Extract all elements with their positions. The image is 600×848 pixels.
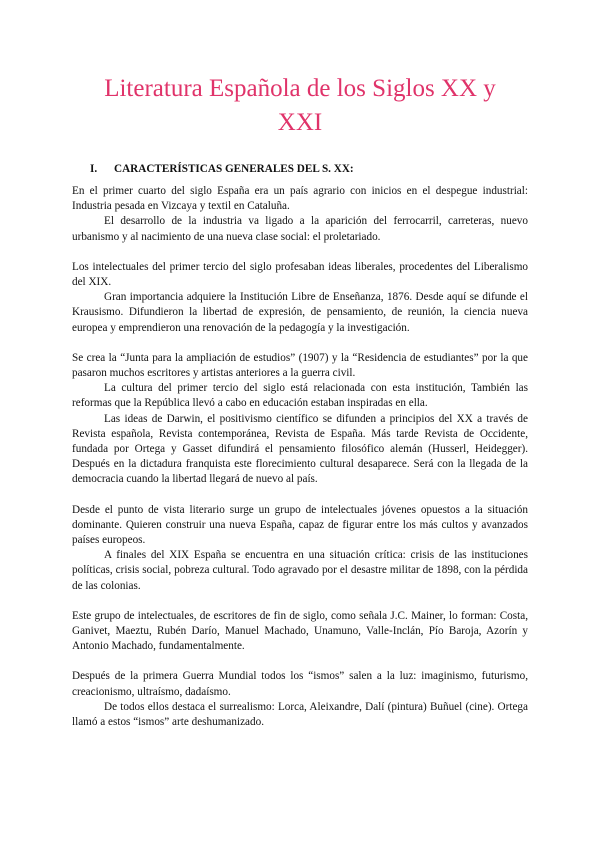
paragraph: La cultura del primer tercio del siglo está relacionada con esta institución, También las reformas que la República llevó a cabo en educación estaban inspiradas en ella.	[72, 382, 528, 410]
paragraph: De todos ellos destaca el surrealismo: Lorca, Aleixandre, Dalí (pintura) Buñuel (cine). Ortega llamó a estos “ismos” arte deshumanizado.	[72, 700, 528, 729]
paragraph: Este grupo de intelectuales, de escritores de fin de siglo, como señala J.C. Mainer, lo forman: Costa, Ganivet, Maeztu, Rubén Darío, Manuel Machado, Unamuno, Valle-Inclán, Pío Baroja, Azorín y Antonio Machado, fundamentalmente.	[72, 609, 528, 653]
paragraph-block	[72, 609, 528, 655]
page-title: Literatura Española de los Siglos XX y XXI	[104, 75, 496, 136]
paragraph: A finales del XIX España se encuentra en una situación crítica: crisis de las instituciones políticas, crisis social, pobreza cultural. Todo agravado por el desastre militar de 1898, con la pérdida de las colonias.	[72, 549, 528, 592]
paragraph-block	[72, 184, 528, 245]
section-number: I.	[90, 163, 98, 175]
paragraph: En el primer cuarto del siglo España era un país agrario con inicios en el despegue industrial: Industria pesada en Vizcaya y textil en Cataluña.	[72, 185, 528, 213]
section-heading-text: CARACTERÍSTICAS GENERALES DEL S. XX:	[114, 163, 354, 175]
paragraph: Los intelectuales del primer tercio del siglo profesaban ideas liberales, procedentes del Liberalismo del XIX.	[72, 260, 528, 289]
paragraph: Gran importancia adquiere la Institución Libre de Enseñanza, 1876. Desde aquí se difunde el Krausismo. Difundieron la libertad de expresión, de pensamiento, de reunión, la ciencia nueva europea y emprendieron una renovación de la pedagogía y la investigación.	[72, 291, 528, 334]
paragraph: Desde el punto de vista literario surge un grupo de intelectuales jóvenes opuestos a la situación dominante. Quieren construir una nueva España, capaz de figurar entre los más cultos y avanzados países europeos.	[72, 503, 528, 547]
document-body	[72, 184, 528, 730]
paragraph: El desarrollo de la industria va ligado a la aparición del ferrocarril, carreteras, nuevo urbanismo y al nacimiento de una nueva clase social: el proletariado.	[72, 215, 528, 243]
paragraph: Las ideas de Darwin, el positivismo científico se difunden a principios del XX a través de Revista española, Revista contemporánea, Revista de España. Más tarde Revista de Occidente, fundada por Ortega y Gasset difundirá el pensamiento filosófico alemán (Husserl, Heidegger). Después en la dictadura franquista este florecimiento cultural desaparece. Será con la llegada de la democracia cuando la libertad llegará de nuevo al país.	[72, 412, 528, 486]
paragraph-block	[72, 503, 528, 594]
section-heading	[72, 162, 528, 176]
paragraph: Después de la primera Guerra Mundial todos los “ismos” salen a la luz: imaginismo, futurismo, creacionismo, ultraísmo, dadaísmo.	[72, 670, 528, 698]
paragraph-block	[72, 260, 528, 336]
paragraph-block	[72, 351, 528, 488]
paragraph-block	[72, 669, 528, 730]
paragraph: Se crea la “Junta para la ampliación de estudios” (1907) y la “Residencia de estudiantes” por la que pasaron muchos escritores y artistas anteriores a la guerra civil.	[72, 351, 528, 380]
